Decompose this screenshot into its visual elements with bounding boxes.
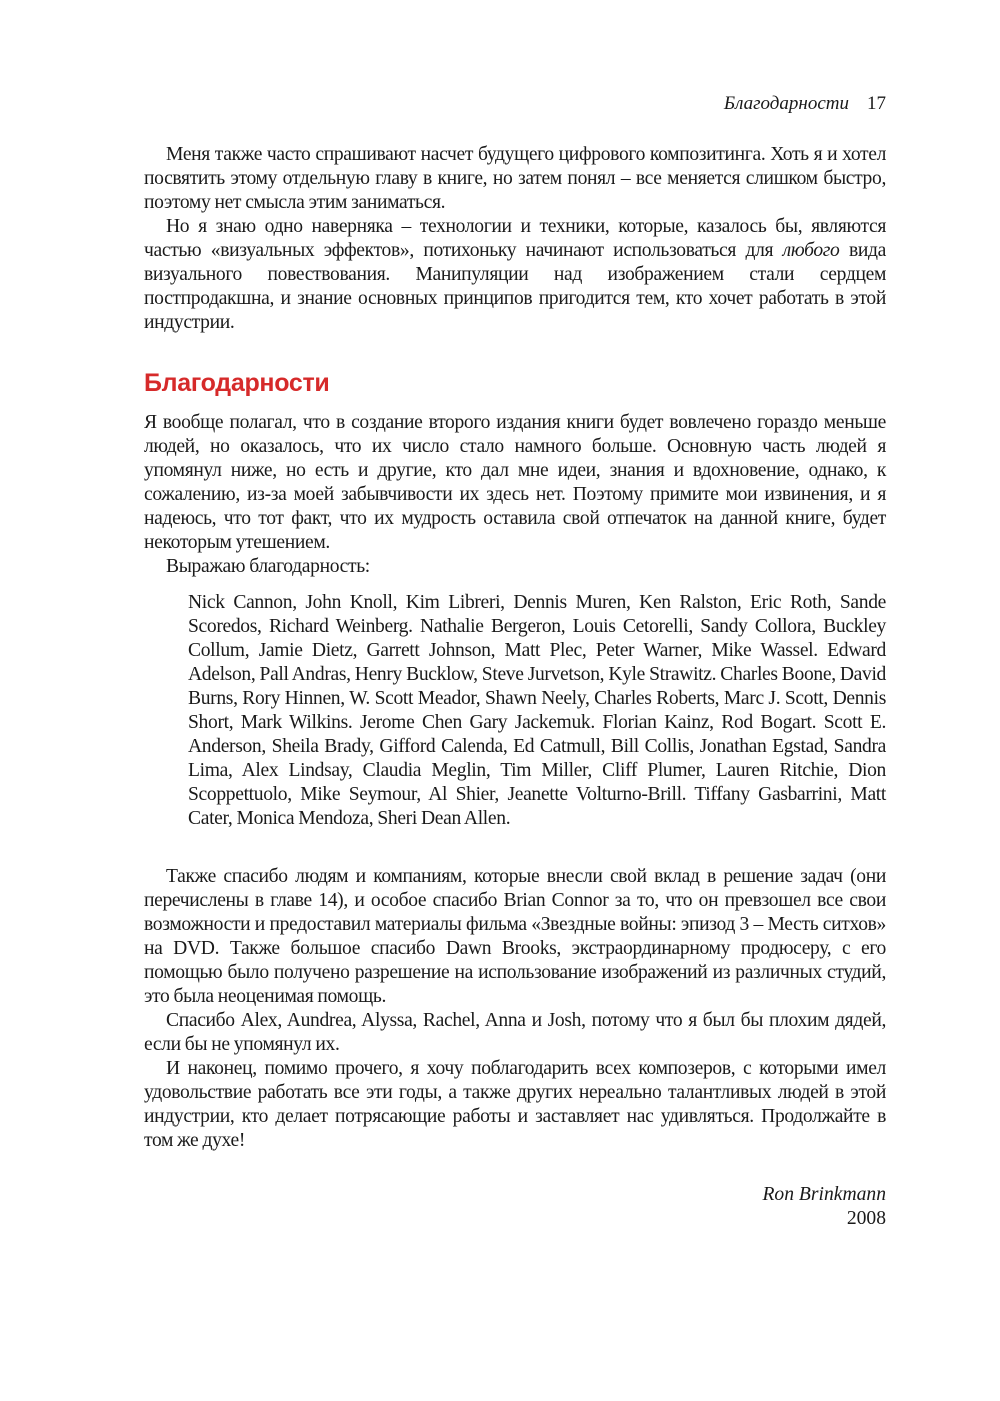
signature — [762, 1183, 886, 1231]
ack-paragraph-1: Я вообще полагал, что в создание второго издания книги будет вовлечено гораздо меньше людей, но оказалось, что их число стало намного больше. Основную часть людей я упомянул ниже, но есть и другие, кто дал мне идеи, знания и вдохновение, однако, к сожалению, из-за моей забывчивости их здесь нет. Поэтому примите мои извинения, и я надеюсь, что тот факт, что их мудрость оставила свой отпечаток на данной книге, будет некоторым утешением. — [144, 412, 886, 553]
signature-year: 2008 — [846, 1208, 886, 1229]
intro-paragraph-2-start: Но я знаю одно наверняка – технологии и техники, которые, казалось бы, являются частью «визуальных эффектов», потихоньку начинают использоваться — [144, 216, 886, 261]
closing-paragraph-1: Также спасибо людям и компаниям, которые внесли свой вклад в решение задач (они перечислены в главе 14), и особое спасибо Brian Connor за то, что он превзошел все свои возможности и предоставил материалы фильма «Звездные войны: эпизод 3 – Месть ситхов» на DVD. Также большое спасибо Dawn Brooks, экстраординарному продюсеру, с его помощью было получено разрешение на использование изображений из различных студий, это была неоценимая помощь. — [144, 866, 886, 1007]
acknowledgments-intro — [144, 411, 886, 579]
running-head — [724, 92, 886, 116]
ack-paragraph-2: Выражаю благодарность: — [166, 556, 370, 577]
section-heading: Благодарности — [144, 369, 330, 397]
names-list: Nick Cannon, John Knoll, Kim Libreri, Dennis Muren, Ken Ralston, Eric Roth, Sande Scoredos, Richard Weinberg. Nathalie Bergeron, Louis Cetorelli, Sandy Collora, Buckley Collum, Jamie Dietz, Garrett Johnson, Matt Plec, Peter Warner, Mike Wassel. Edward Adelson, Pall Andras, Henry Bucklow, Steve Jurvetson, Kyle Strawitz. Charles Boone, David Burns, Rory Hinnen, W. Scott Meador, Shawn Neely, Charles Roberts, Marc J. Scott, Dennis Short, Mark Wilkins. Jerome Chen Gary Jackemuk. Florian Kainz, Rod Bogart. Scott E. Anderson, Sheila Brady, Gifford Calenda, Ed Catmull, Bill Collis, Jonathan Egstad, Sandra Lima, Alex Lindsay, Claudia Meglin, Tim Miller, Cliff Plumer, Lauren Ritchie, Dion Scoppettuolo, Mike Seymour, Al Shier, Jeanette Volturno-Brill. Tiffany Gasbarrini, Matt Cater, Monica Mendoza, Sheri Dean Allen. — [188, 592, 886, 829]
intro-paragraph-2-rest: вида визуального повествования. Манипуляции над изображением стали сердцем постпродакшна, и знание основных принципов пригодится тем, кто хочет работать в этой индустрии. — [144, 240, 886, 333]
intro-section — [144, 143, 886, 335]
signature-author: Ron Brinkmann — [762, 1184, 886, 1205]
intro-paragraph-1: Меня также часто спрашивают насчет будущего цифрового композитинга. Хоть я и хотел посвятить этому отдельную главу в книге, но затем понял – все меняется слишком быстро, поэтому нет смысла этим заниматься. — [144, 144, 886, 213]
intro-paragraph-2 — [144, 215, 886, 335]
page-number: 17 — [867, 93, 886, 114]
intro-paragraph-2-prefix: для — [745, 240, 783, 261]
closing-section — [144, 865, 886, 1153]
emphasis-text: любого — [782, 240, 840, 261]
closing-paragraph-3: И наконец, помимо прочего, я хочу поблагодарить всех композеров, с которыми имел удовольствие работать все эти годы, а также других нереально талантливых людей в этой индустрии, кто делает потрясающие работы и заставляет нас удивляться. Продолжайте в том же духе! — [144, 1058, 886, 1151]
closing-paragraph-2: Спасибо Alex, Aundrea, Alyssa, Rachel, Anna и Josh, потому что я был бы плохим дядей, если бы не упомянул их. — [144, 1010, 886, 1055]
running-head-title: Благодарности — [723, 93, 849, 114]
names-block — [188, 591, 886, 831]
